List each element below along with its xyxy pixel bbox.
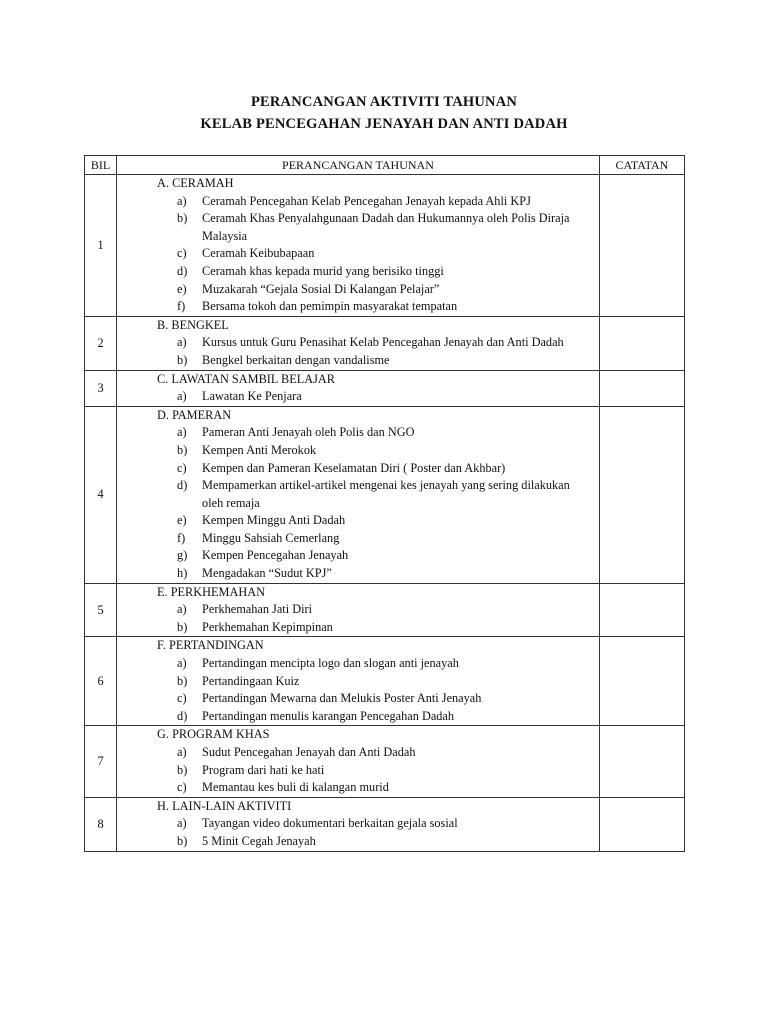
note-cell <box>599 797 684 851</box>
list-item <box>117 779 599 797</box>
note-cell <box>599 726 684 797</box>
row-number: 1 <box>85 175 117 317</box>
list-item <box>117 601 599 619</box>
list-item <box>117 530 599 548</box>
section-title: D. PAMERAN <box>157 407 232 422</box>
plan-cell <box>117 583 600 637</box>
item-letter: d) <box>177 263 188 278</box>
item-letter: f) <box>177 299 186 314</box>
item-letter: e) <box>177 281 187 296</box>
item-text: Lawatan Ke Penjara <box>202 389 302 404</box>
list-item <box>117 512 599 530</box>
item-letter: e) <box>177 513 187 528</box>
item-text: Sudut Pencegahan Jenayah dan Anti Dadah <box>202 745 416 759</box>
plan-cell <box>117 637 600 726</box>
list-item <box>117 708 599 726</box>
table-row <box>85 726 685 797</box>
list-item <box>117 477 599 512</box>
list-item <box>117 744 599 762</box>
item-text: Kursus untuk Guru Penasihat Kelab Pencegahan Jenayah dan Anti Dadah <box>202 335 564 350</box>
activity-list <box>117 744 599 797</box>
list-item <box>117 263 599 281</box>
activity-list <box>117 388 599 406</box>
item-text: Kempen Anti Merokok <box>202 442 317 457</box>
section-title: B. BENGKEL <box>157 317 229 332</box>
item-text: Perkhemahan Jati Diri <box>202 602 313 617</box>
table-row <box>85 583 685 637</box>
item-letter: c) <box>177 246 187 261</box>
item-text: Ceramah Khas Penyalahgunaan Dadah dan Hukumannya oleh Polis Diraja Malaysia <box>202 211 570 243</box>
header-plan: PERANCANGAN TAHUNAN <box>117 156 600 175</box>
item-text: Ceramah khas kepada murid yang berisiko tinggi <box>202 263 444 278</box>
list-item <box>117 655 599 673</box>
item-text: Kempen Minggu Anti Dadah <box>202 513 346 528</box>
list-item <box>117 690 599 708</box>
item-text: Ceramah Keibubapaan <box>202 246 315 261</box>
header-bil: BIL <box>85 156 117 175</box>
table-header-row <box>85 156 685 175</box>
item-letter: a) <box>177 335 187 350</box>
section-title: E. PERKHEMAHAN <box>157 584 265 599</box>
item-letter: a) <box>177 602 187 617</box>
activity-plan-table <box>84 155 685 852</box>
item-text: Bengkel berkaitan dengan vandalisme <box>202 352 390 367</box>
item-text: Kempen dan Pameran Keselamatan Diri ( Poster dan Akhbar) <box>202 460 506 475</box>
document-title: PERANCANGAN AKTIVITI TAHUNAN <box>250 94 518 110</box>
table-row <box>85 370 685 406</box>
list-item <box>117 193 599 211</box>
list-item <box>117 334 599 352</box>
list-item <box>117 281 599 299</box>
item-letter: b) <box>177 442 188 457</box>
item-text: Program dari hati ke hati <box>202 762 325 777</box>
item-text: Pertandingaan Kuiz <box>202 673 300 688</box>
list-item <box>117 673 599 691</box>
row-number: 8 <box>85 797 117 851</box>
item-letter: b) <box>177 352 188 367</box>
list-item <box>117 210 599 245</box>
section-title: H. LAIN-LAIN AKTIVITI <box>157 798 292 813</box>
item-letter: h) <box>177 566 188 581</box>
item-letter: a) <box>177 389 187 404</box>
table-row <box>85 316 685 370</box>
item-letter: a) <box>177 745 187 759</box>
activity-list <box>117 601 599 636</box>
item-text: Pertandingan Mewarna dan Melukis Poster Anti Jenayah <box>202 691 482 706</box>
row-number: 4 <box>85 406 117 583</box>
note-cell <box>599 316 684 370</box>
list-item <box>117 442 599 460</box>
item-text: Mempamerkan artikel-artikel mengenai kes jenayah yang sering dilakukan oleh remaja <box>202 478 570 510</box>
row-number: 3 <box>85 370 117 406</box>
item-text: Kempen Pencegahan Jenayah <box>202 548 349 563</box>
item-letter: f) <box>177 530 186 545</box>
plan-cell <box>117 726 600 797</box>
list-item <box>117 298 599 316</box>
item-text: Muzakarah “Gejala Sosial Di Kalangan Pelajar” <box>202 281 440 296</box>
note-cell <box>599 370 684 406</box>
table-row <box>85 175 685 317</box>
activity-list <box>117 655 599 725</box>
item-letter: c) <box>177 780 187 795</box>
document-subtitle: KELAB PENCEGAHAN JENAYAH DAN ANTI DADAH <box>200 116 568 132</box>
item-letter: b) <box>177 673 188 688</box>
item-letter: b) <box>177 762 188 777</box>
item-text: Bersama tokoh dan pemimpin masyarakat tempatan <box>202 299 458 314</box>
activity-list <box>117 334 599 369</box>
item-text: Pertandingan mencipta logo dan slogan anti jenayah <box>202 656 459 671</box>
note-cell <box>599 406 684 583</box>
item-letter: b) <box>177 619 188 634</box>
note-cell <box>599 583 684 637</box>
plan-cell <box>117 370 600 406</box>
table-body <box>85 175 685 852</box>
item-text: Ceramah Pencegahan Kelab Pencegahan Jenayah kepada Ahli KPJ <box>202 193 531 208</box>
list-item <box>117 460 599 478</box>
note-cell <box>599 175 684 317</box>
item-letter: a) <box>177 425 187 440</box>
item-text: Pertandingan menulis karangan Pencegahan Dadah <box>202 708 455 723</box>
list-item <box>117 245 599 263</box>
note-cell <box>599 637 684 726</box>
plan-cell <box>117 406 600 583</box>
item-text: Memantau kes buli di kalangan murid <box>202 780 389 795</box>
item-letter: g) <box>177 548 188 563</box>
plan-cell <box>117 797 600 851</box>
item-letter: b) <box>177 211 188 226</box>
item-text: Minggu Sahsiah Cemerlang <box>202 530 340 545</box>
item-text: 5 Minit Cegah Jenayah <box>202 833 316 848</box>
item-text: Perkhemahan Kepimpinan <box>202 619 333 634</box>
section-title: F. PERTANDINGAN <box>157 638 264 653</box>
item-letter: c) <box>177 691 187 706</box>
list-item <box>117 388 599 406</box>
list-item <box>117 619 599 637</box>
row-number: 7 <box>85 726 117 797</box>
row-number: 5 <box>85 583 117 637</box>
table-row <box>85 637 685 726</box>
section-title: A. CERAMAH <box>157 176 234 190</box>
item-letter: b) <box>177 833 188 848</box>
activity-list <box>117 815 599 850</box>
list-item <box>117 833 599 851</box>
table-row <box>85 406 685 583</box>
item-text: Tayangan video dokumentari berkaitan gejala sosial <box>202 816 458 831</box>
list-item <box>117 565 599 583</box>
item-letter: d) <box>177 708 188 723</box>
list-item <box>117 424 599 442</box>
list-item <box>117 815 599 833</box>
row-number: 2 <box>85 316 117 370</box>
item-letter: a) <box>177 193 187 208</box>
list-item <box>117 547 599 565</box>
item-text: Pameran Anti Jenayah oleh Polis dan NGO <box>202 425 415 440</box>
item-letter: d) <box>177 478 188 493</box>
header-note: CATATAN <box>599 156 684 175</box>
row-number: 6 <box>85 637 117 726</box>
section-title: G. PROGRAM KHAS <box>157 727 270 742</box>
list-item <box>117 352 599 370</box>
table-row <box>85 797 685 851</box>
list-item <box>117 762 599 780</box>
item-text: Mengadakan “Sudut KPJ” <box>202 566 332 581</box>
activity-list <box>117 193 599 316</box>
item-letter: c) <box>177 460 187 475</box>
activity-list <box>117 424 599 582</box>
item-letter: a) <box>177 656 187 671</box>
item-letter: a) <box>177 816 187 831</box>
plan-cell <box>117 316 600 370</box>
section-title: C. LAWATAN SAMBIL BELAJAR <box>157 371 335 386</box>
plan-cell <box>117 175 600 317</box>
